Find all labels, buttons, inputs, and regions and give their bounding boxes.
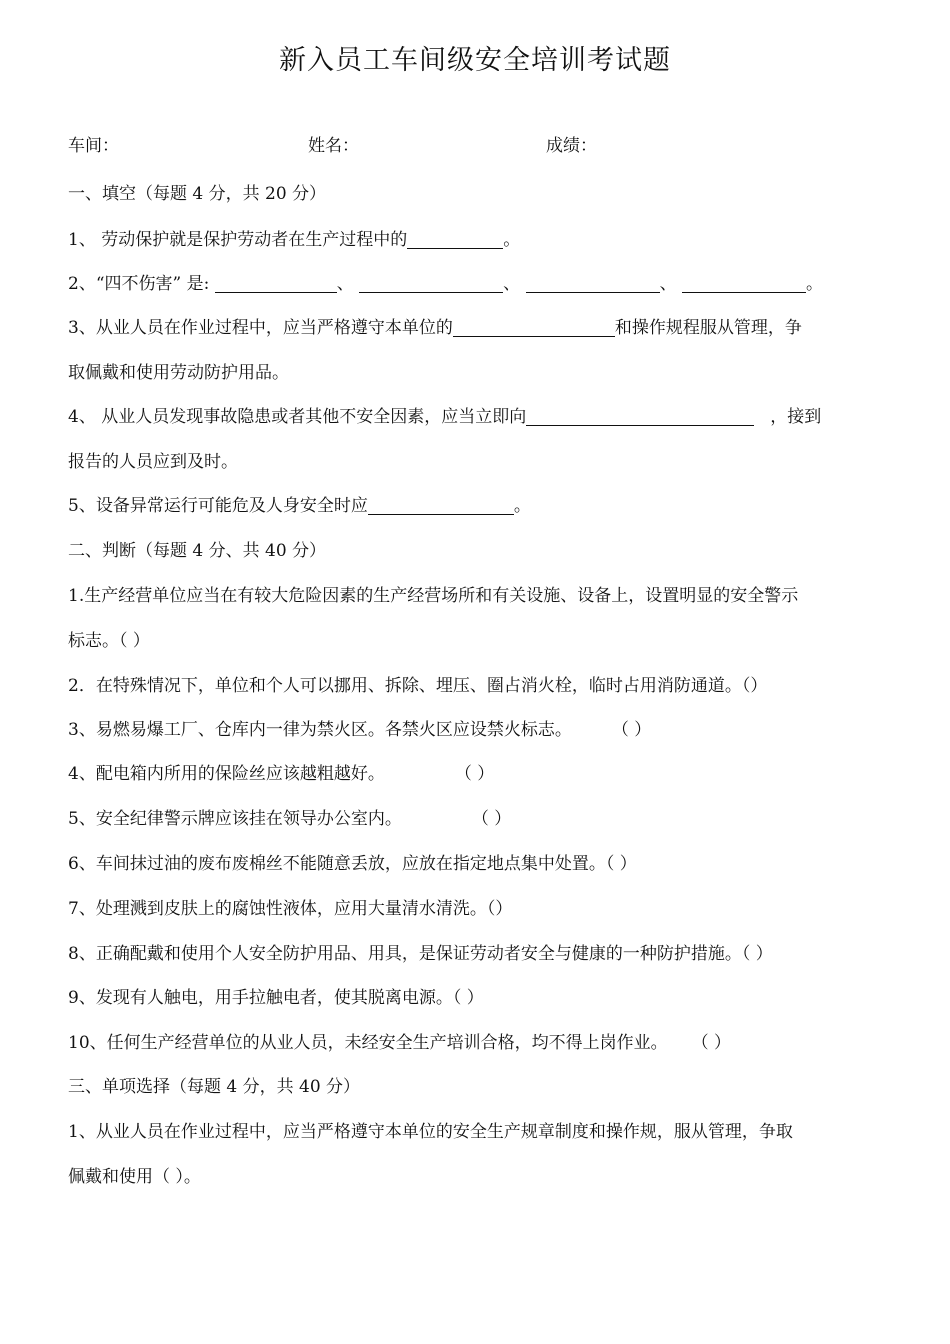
answer-blank[interactable]: [407, 230, 503, 249]
answer-paren[interactable]: （ ）: [454, 764, 495, 784]
answer-blank[interactable]: [359, 274, 503, 293]
fill-question-4-cont: 报告的人员应到及时。: [68, 452, 238, 472]
judge-question-10: [68, 1031, 731, 1055]
q5-suffix: 。: [513, 496, 531, 516]
answer-blank[interactable]: [526, 274, 660, 293]
judge-question-6: 6、车间抹过油的废布废棉丝不能随意丢放，应放在指定地点集中处置。（ ）: [68, 854, 637, 874]
answer-paren[interactable]: （ ）: [691, 1033, 732, 1053]
judge-question-1-cont: 标志。（ ）: [68, 631, 150, 651]
answer-blank[interactable]: [453, 318, 615, 337]
question-text: 4、配电箱内所用的保险丝应该越粗越好。: [68, 764, 385, 784]
judge-question-9: 9、发现有人触电，用手拉触电者，使其脱离电源。（ ）: [68, 988, 484, 1008]
judge-question-1: 1.生产经营单位应当在有较大危险因素的生产经营场所和有关设施、设备上，设置明显的安全警示: [68, 586, 799, 606]
q2-suffix: 。: [805, 274, 823, 294]
judge-question-2: 2．在特殊情况下，单位和个人可以挪用、拆除、埋压、圈占消火栓，临时占用消防通道。（）: [68, 676, 768, 696]
section2-heading: 二、判断（每题 4 分、共 40 分）: [68, 541, 327, 561]
answer-paren[interactable]: （ ）: [471, 809, 512, 829]
fill-question-5: [68, 494, 531, 518]
judge-question-3: [68, 718, 651, 742]
name-label: 姓名：: [308, 136, 359, 156]
q1-prefix: 1、 劳动保护就是保护劳动者在生产过程中的: [68, 230, 408, 250]
section1-heading: 一、填空（每题 4 分，共 20 分）: [68, 184, 327, 204]
judge-question-5: [68, 807, 511, 831]
q1-suffix: 。: [503, 230, 521, 250]
choice-question-1: 1、从业人员在作业过程中，应当严格遵守本单位的安全生产规章制度和操作规，服从管理，争取: [68, 1122, 793, 1142]
answer-blank[interactable]: [526, 407, 754, 426]
fill-question-4: [68, 405, 821, 429]
q2-sep: 、: [336, 274, 354, 294]
fill-question-2: [68, 272, 823, 296]
judge-question-4: [68, 762, 494, 786]
q2-sep: 、: [659, 274, 677, 294]
question-text: 3、易燃易爆工厂、仓库内一律为禁火区。各禁火区应设禁火标志。: [68, 720, 572, 740]
section3-heading: 三、单项选择（每题 4 分，共 40 分）: [68, 1077, 361, 1097]
q5-prefix: 5、设备异常运行可能危及人身安全时应: [68, 496, 368, 516]
workshop-label: 车间：: [68, 136, 119, 156]
question-text: 10、任何生产经营单位的从业人员，未经安全生产培训合格，均不得上岗作业。: [68, 1033, 668, 1053]
choice-question-1-cont: 佩戴和使用（ ）。: [68, 1167, 201, 1187]
q4-prefix: 4、 从业人员发现事故隐患或者其他不安全因素，应当立即向: [68, 407, 527, 427]
fill-question-3-cont: 取佩戴和使用劳动防护用品。: [68, 363, 289, 383]
answer-blank[interactable]: [368, 496, 514, 515]
fill-question-1: [68, 228, 520, 252]
question-text: 5、安全纪律警示牌应该挂在领导办公室内。: [68, 809, 402, 829]
score-label: 成绩：: [546, 136, 597, 156]
answer-blank[interactable]: [215, 274, 337, 293]
page-title: 新入员工车间级安全培训考试题: [279, 45, 671, 76]
q2-sep: 、: [503, 274, 521, 294]
q4-suffix: ，接到: [770, 407, 822, 427]
q3-suffix: 和操作规程服从管理，争: [614, 318, 802, 338]
fill-question-3: [68, 316, 802, 340]
answer-blank[interactable]: [682, 274, 806, 293]
judge-question-7: 7、处理溅到皮肤上的腐蚀性液体，应用大量清水清洗。（）: [68, 899, 513, 919]
q3-prefix: 3、从业人员在作业过程中，应当严格遵守本单位的: [68, 318, 453, 338]
answer-paren[interactable]: （ ）: [611, 720, 652, 740]
q2-prefix: 2、“四不伤害” 是:: [68, 274, 210, 294]
judge-question-8: 8、正确配戴和使用个人安全防护用品、用具，是保证劳动者安全与健康的一种防护措施。（ ）: [68, 944, 773, 964]
